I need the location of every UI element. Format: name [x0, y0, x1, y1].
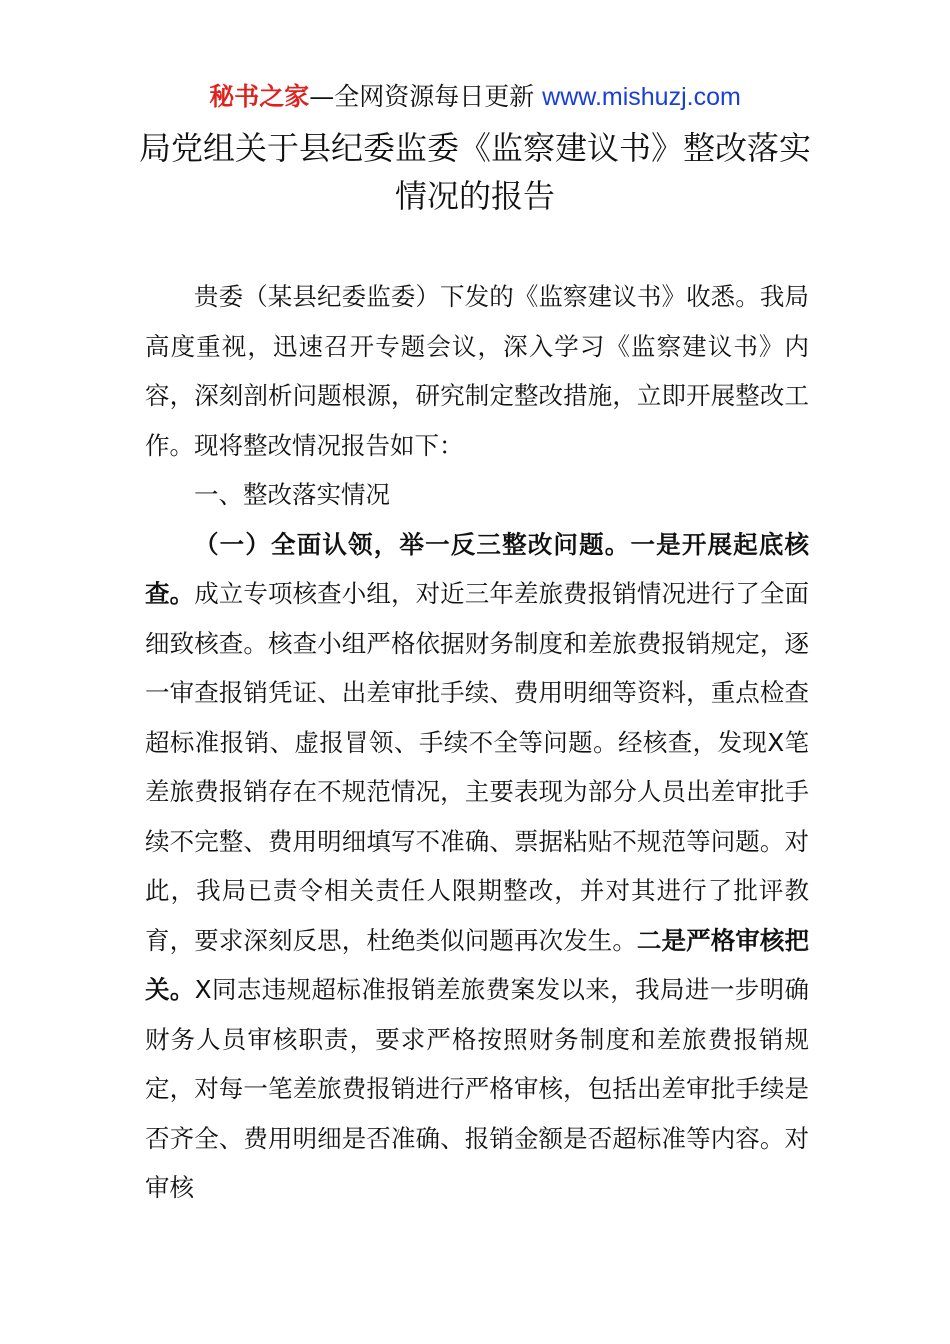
intro-paragraph: 贵委（某县纪委监委）下发的《监察建议书》收悉。我局高度重视，迅速召开专题会议，深入学习《监察建议书》内容，深刻剖析问题根源，研究制定整改措施，立即开展整改工作。现将整改情况报告如下： [145, 282, 809, 460]
watermark-header [0, 80, 950, 114]
website-link[interactable]: www.mishuzj.com [542, 83, 741, 111]
section-heading: 一、整改落实情况 [194, 480, 390, 509]
document-body [145, 272, 809, 1213]
brand-name: 秘书之家 [209, 82, 310, 111]
point-heading: 一是开展起底核查。 [145, 529, 810, 608]
body-paragraph [145, 520, 809, 1213]
brand-tagline: —全网资源每日更新 [309, 82, 543, 111]
subsection-heading: （一）全面认领，举一反三整改问题。 [194, 529, 631, 559]
point-text: X同志违规超标准报销差旅费案发以来，我局进一步明确财务人员审核职责，要求严格按照财务制度和差旅费报销规定，对每一笔差旅费报销进行严格审核，包括出差审批手续是否齐全、费用明细是否准确、报销金额是否超标准等内容。对审核 [145, 975, 809, 1202]
document-title: 局党组关于县纪委监委《监察建议书》整改落实情况的报告 [138, 129, 811, 215]
point-text: 成立专项核查小组，对近三年差旅费报销情况进行了全面细致核查。核查小组严格依据财务制度和差旅费报销规定，逐一审查报销凭证、出差审批手续、费用明细等资料，重点检查超标准报销、虚报冒领、手续不全等问题。经核查，发现X笔差旅费报销存在不规范情况，主要表现为部分人员出差审批手续不完整、费用明细填写不准确、票据粘贴不规范等问题。对此，我局已责令相关责任人限期整改，并对其进行了批评教育，要求深刻反思，杜绝类似问题再次发生。 [145, 579, 810, 955]
point-heading: 二是严格审核把关。 [145, 925, 809, 1004]
